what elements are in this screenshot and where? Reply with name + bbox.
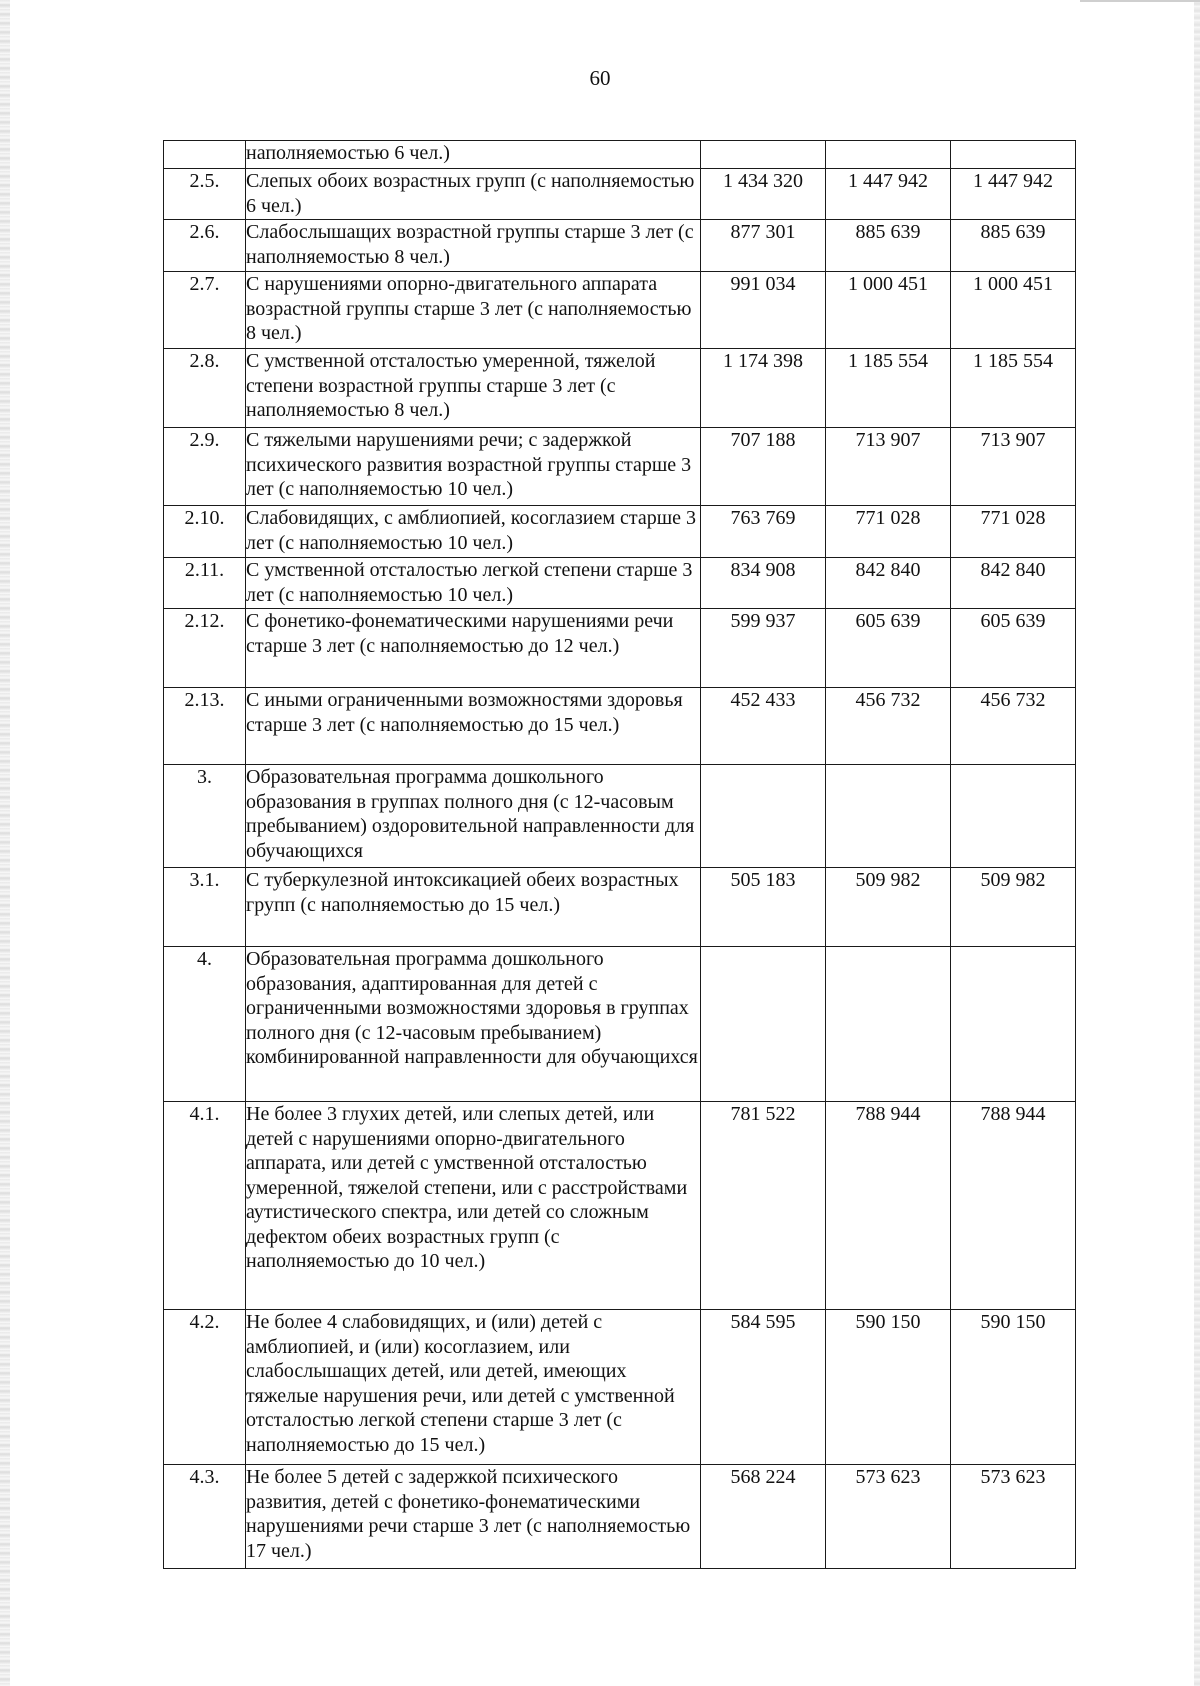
value-col-1: 1 174 398 <box>701 349 826 428</box>
value-col-3 <box>951 947 1076 1102</box>
value-col-3 <box>951 765 1076 868</box>
value-col-2: 1 447 942 <box>826 169 951 220</box>
table-row <box>164 947 1076 1102</box>
value-col-1: 452 433 <box>701 688 826 765</box>
value-col-1: 877 301 <box>701 220 826 272</box>
value-col-3: 605 639 <box>951 609 1076 688</box>
row-number: 2.11. <box>164 558 246 609</box>
table-row <box>164 609 1076 688</box>
row-description: С иными ограниченными возможностями здоровья старше 3 лет (с наполняемостью до 15 чел.) <box>246 688 701 765</box>
value-col-3: 590 150 <box>951 1310 1076 1465</box>
row-number: 4. <box>164 947 246 1102</box>
row-description: Не более 4 слабовидящих, и (или) детей с амблиопией, и (или) косоглазием, или слабослышащих детей, или детей, имеющих тяжелые нарушения речи, или детей с умственной отсталостью легкой степени старше 3 лет (с наполняемостью до 15 чел.) <box>246 1310 701 1465</box>
row-number: 3. <box>164 765 246 868</box>
value-col-2: 771 028 <box>826 506 951 558</box>
value-col-1: 1 434 320 <box>701 169 826 220</box>
value-col-2: 842 840 <box>826 558 951 609</box>
value-col-1: 584 595 <box>701 1310 826 1465</box>
value-col-2: 590 150 <box>826 1310 951 1465</box>
table-row <box>164 220 1076 272</box>
scan-edge-left <box>0 0 10 1686</box>
value-col-1: 505 183 <box>701 868 826 947</box>
value-col-2: 885 639 <box>826 220 951 272</box>
table-row <box>164 688 1076 765</box>
row-description: Слабослышащих возрастной группы старше 3 лет (с наполняемостью 8 чел.) <box>246 220 701 272</box>
table-row <box>164 272 1076 349</box>
row-number: 4.3. <box>164 1465 246 1569</box>
value-col-3: 713 907 <box>951 428 1076 506</box>
value-col-2: 1 000 451 <box>826 272 951 349</box>
row-number: 2.13. <box>164 688 246 765</box>
table-row <box>164 868 1076 947</box>
row-number: 2.6. <box>164 220 246 272</box>
value-col-2: 509 982 <box>826 868 951 947</box>
table-row <box>164 558 1076 609</box>
value-col-3: 771 028 <box>951 506 1076 558</box>
value-col-3: 573 623 <box>951 1465 1076 1569</box>
value-col-1 <box>701 141 826 169</box>
value-col-1: 599 937 <box>701 609 826 688</box>
value-col-1 <box>701 765 826 868</box>
table-row <box>164 141 1076 169</box>
row-description: С нарушениями опорно-двигательного аппарата возрастной группы старше 3 лет (с наполняемостью 8 чел.) <box>246 272 701 349</box>
value-col-3: 1 447 942 <box>951 169 1076 220</box>
row-description: С туберкулезной интоксикацией обеих возрастных групп (с наполняемостью до 15 чел.) <box>246 868 701 947</box>
value-col-1: 763 769 <box>701 506 826 558</box>
row-description: С умственной отсталостью умеренной, тяжелой степени возрастной группы старше 3 лет (с наполняемостью 8 чел.) <box>246 349 701 428</box>
value-col-2: 788 944 <box>826 1102 951 1310</box>
table-row <box>164 428 1076 506</box>
row-number: 3.1. <box>164 868 246 947</box>
table-row <box>164 765 1076 868</box>
value-col-2 <box>826 141 951 169</box>
row-description: Слабовидящих, с амблиопией, косоглазием старше 3 лет (с наполняемостью 10 чел.) <box>246 506 701 558</box>
table-row <box>164 1102 1076 1310</box>
row-number: 4.1. <box>164 1102 246 1310</box>
row-description: Слепых обоих возрастных групп (с наполняемостью 6 чел.) <box>246 169 701 220</box>
row-number: 2.7. <box>164 272 246 349</box>
value-col-2 <box>826 947 951 1102</box>
value-col-2 <box>826 765 951 868</box>
row-description: Не более 3 глухих детей, или слепых детей, или детей с нарушениями опорно-двигательного аппарата, или детей с умственной отсталостью умеренной, тяжелой степени, или с расстройствами аутистического спектра, или детей со сложным дефектом обеих возрастных групп (с наполняемостью до 10 чел.) <box>246 1102 701 1310</box>
table-row <box>164 506 1076 558</box>
value-col-3: 1 185 554 <box>951 349 1076 428</box>
value-col-1: 991 034 <box>701 272 826 349</box>
value-col-3: 1 000 451 <box>951 272 1076 349</box>
table-row <box>164 1310 1076 1465</box>
row-number: 2.10. <box>164 506 246 558</box>
value-col-2: 713 907 <box>826 428 951 506</box>
row-number <box>164 141 246 169</box>
table-row <box>164 169 1076 220</box>
value-col-1: 781 522 <box>701 1102 826 1310</box>
value-col-2: 605 639 <box>826 609 951 688</box>
row-number: 2.9. <box>164 428 246 506</box>
value-col-3: 842 840 <box>951 558 1076 609</box>
value-col-3: 885 639 <box>951 220 1076 272</box>
scan-edge-right <box>1194 0 1200 1686</box>
row-number: 4.2. <box>164 1310 246 1465</box>
value-col-3: 788 944 <box>951 1102 1076 1310</box>
row-description: Не более 5 детей с задержкой психического развития, детей с фонетико-фонематическими нарушениями речи старше 3 лет (с наполняемостью 17 чел.) <box>246 1465 701 1569</box>
row-description: С тяжелыми нарушениями речи; с задержкой психического развития возрастной группы старше 3 лет (с наполняемостью 10 чел.) <box>246 428 701 506</box>
value-col-1: 834 908 <box>701 558 826 609</box>
page-number: 60 <box>589 66 611 90</box>
value-col-2: 1 185 554 <box>826 349 951 428</box>
value-col-1: 568 224 <box>701 1465 826 1569</box>
value-col-3: 456 732 <box>951 688 1076 765</box>
value-col-2: 573 623 <box>826 1465 951 1569</box>
row-description: Образовательная программа дошкольного образования, адаптированная для детей с ограниченными возможностями здоровья в группах полного дня (с 12-часовым пребыванием) комбинированной направленности для обучающихся <box>246 947 701 1102</box>
scan-top-line <box>1080 0 1200 2</box>
value-col-1: 707 188 <box>701 428 826 506</box>
table-row <box>164 349 1076 428</box>
row-description: С фонетико-фонематическими нарушениями речи старше 3 лет (с наполняемостью до 12 чел.) <box>246 609 701 688</box>
row-number: 2.12. <box>164 609 246 688</box>
row-description: наполняемостью 6 чел.) <box>246 141 701 169</box>
table-row <box>164 1465 1076 1569</box>
value-col-2: 456 732 <box>826 688 951 765</box>
row-description: Образовательная программа дошкольного образования в группах полного дня (с 12-часовым пребыванием) оздоровительной направленности для обучающихся <box>246 765 701 868</box>
row-number: 2.5. <box>164 169 246 220</box>
value-col-3: 509 982 <box>951 868 1076 947</box>
value-col-3 <box>951 141 1076 169</box>
value-col-1 <box>701 947 826 1102</box>
row-description: С умственной отсталостью легкой степени старше 3 лет (с наполняемостью 10 чел.) <box>246 558 701 609</box>
tariff-table <box>163 140 1076 1569</box>
row-number: 2.8. <box>164 349 246 428</box>
